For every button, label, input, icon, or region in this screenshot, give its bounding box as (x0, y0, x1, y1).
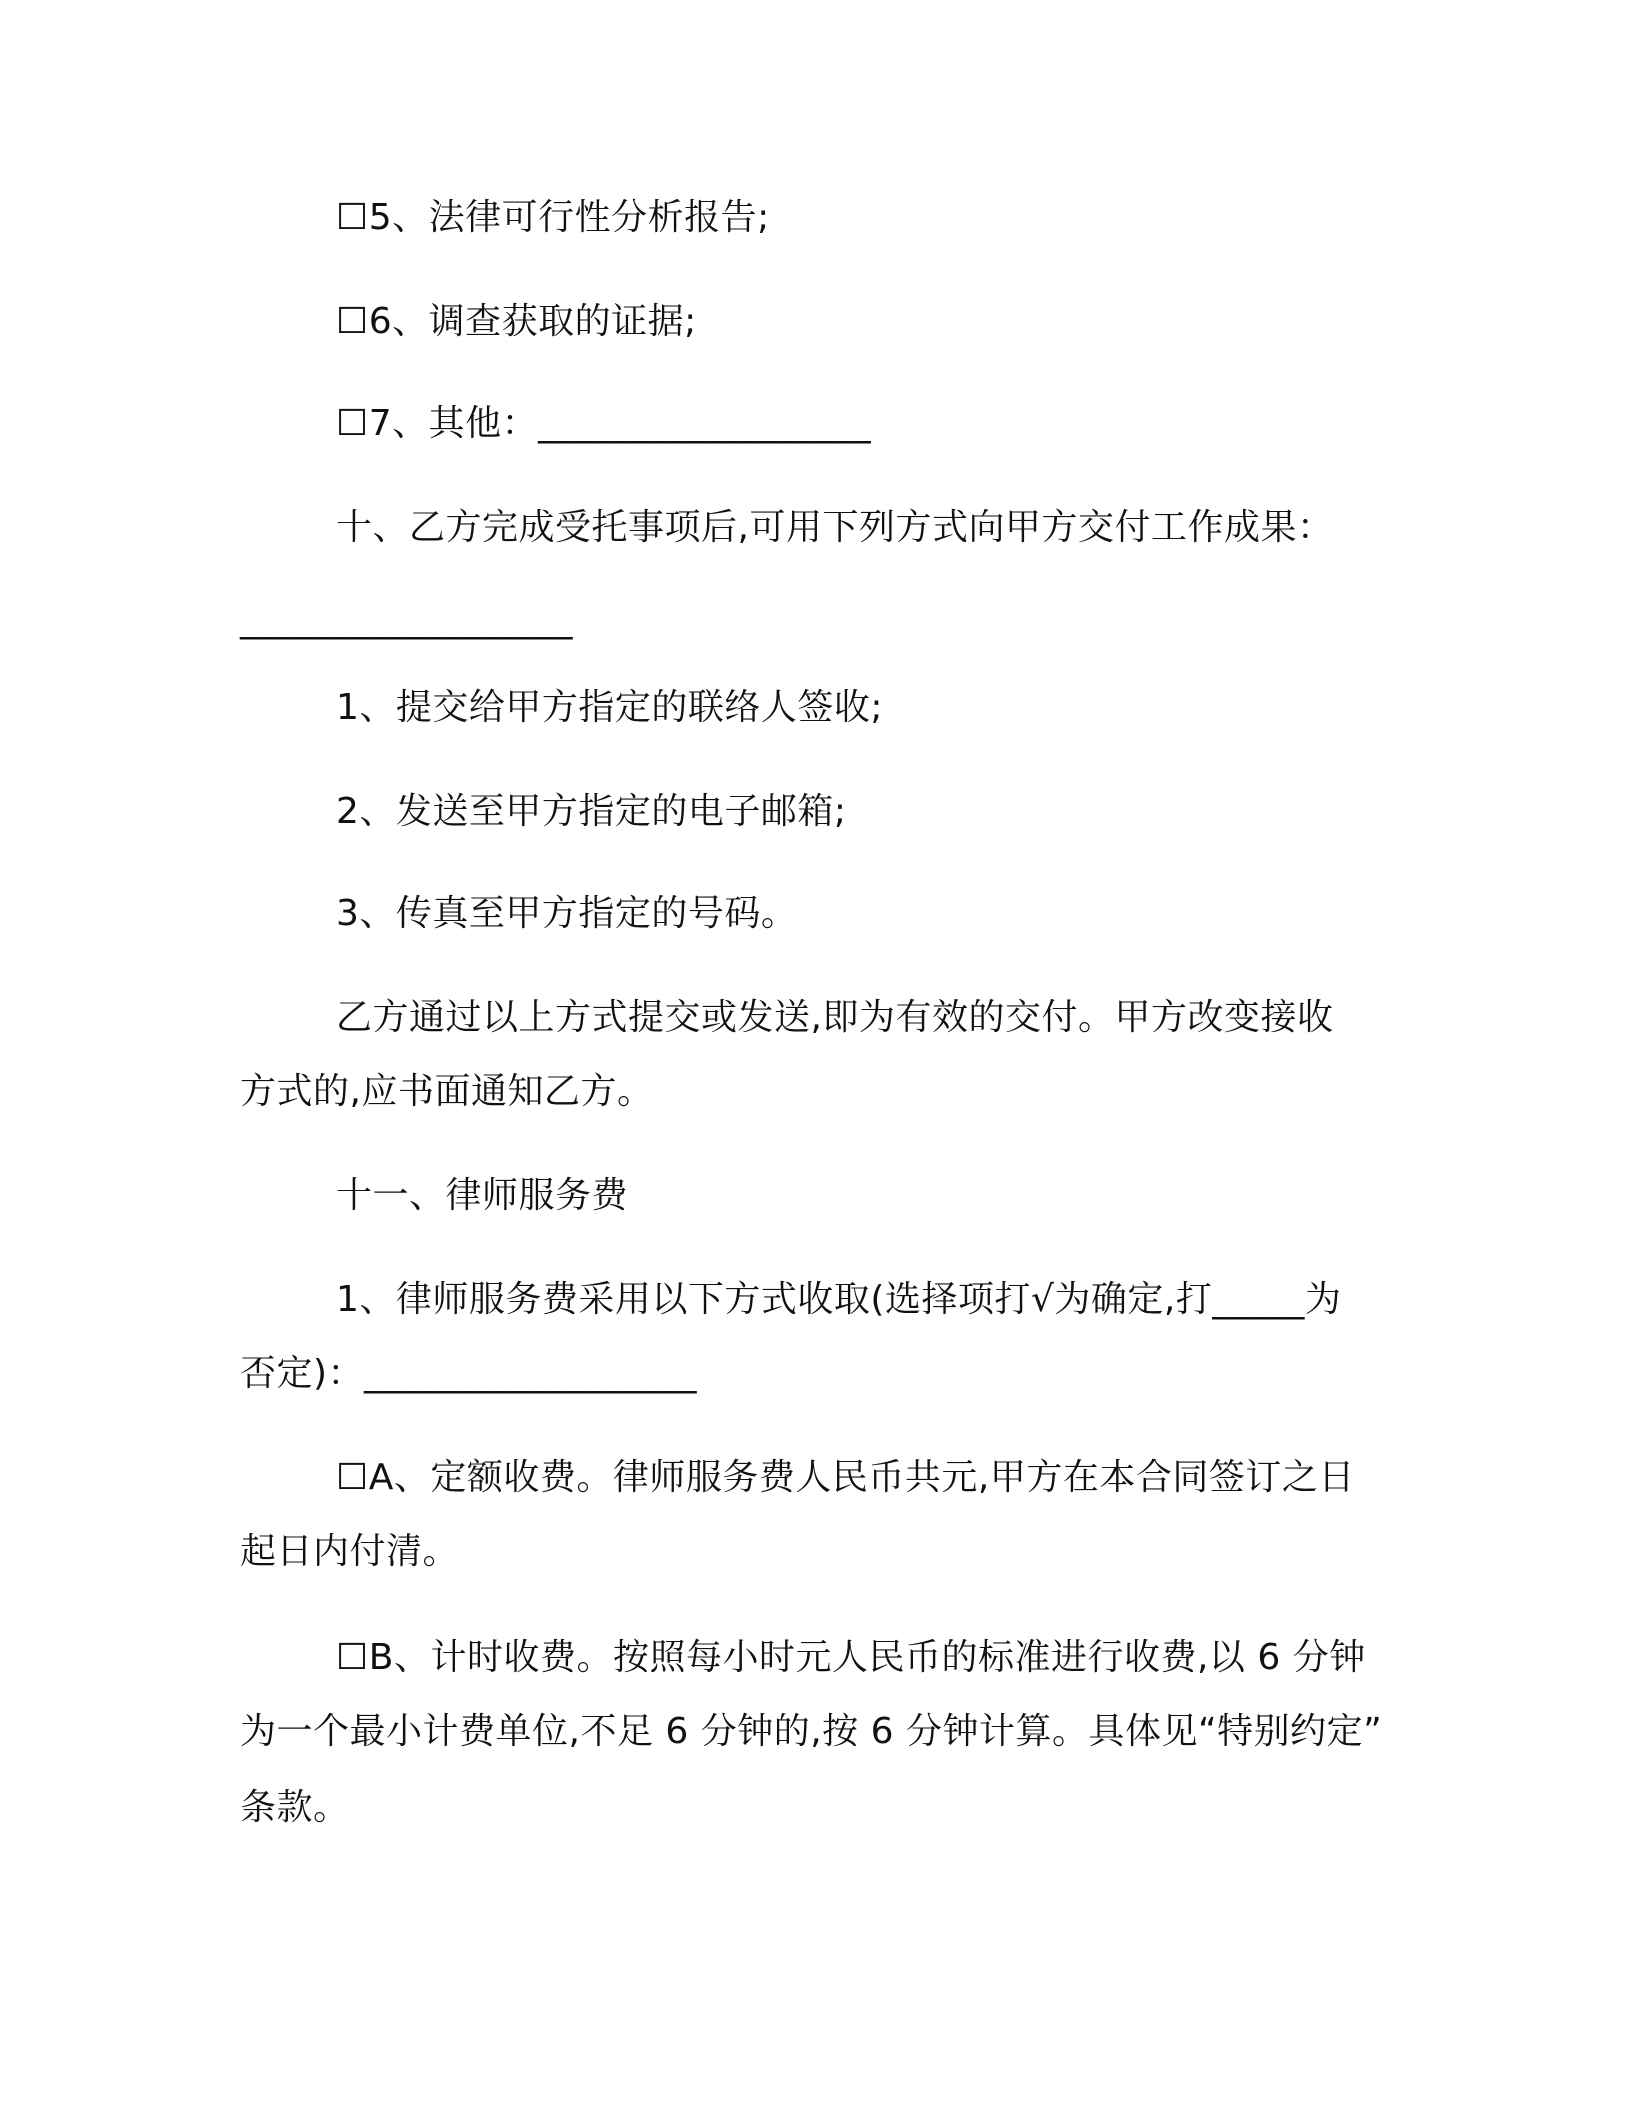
delivery-paragraph-line-2: 方式的,应书面通知乙方。 (240, 1071, 654, 1112)
fee-method-line-1: 1、律师服务费采用以下方式收取(选择项打√为确定,打_____为 (336, 1279, 1342, 1320)
section-10-heading: 十、乙方完成受托事项后,可用下列方式向甲方交付工作成果： (336, 507, 1334, 548)
delivery-method-3: 3、传真至甲方指定的号码。 (336, 893, 798, 934)
fee-option-a-line-1: ☐A、定额收费。律师服务费人民币共元,甲方在本合同签订之日 (336, 1457, 1355, 1498)
delivery-method-2: 2、发送至甲方指定的电子邮箱; (336, 791, 847, 832)
fee-method-line-2: 否定)：__________________ (240, 1353, 698, 1394)
fee-option-a-line-2: 起日内付清。 (240, 1531, 460, 1572)
fee-option-b-line-1: ☐B、计时收费。按照每小时元人民币的标准进行收费,以 6 分钟 (336, 1637, 1366, 1678)
item-5-legal-feasibility-report: ☐5、法律可行性分析报告; (336, 197, 770, 238)
item-7-other: ☐7、其他：__________________ (336, 403, 872, 444)
fee-option-b-line-3: 条款。 (240, 1787, 350, 1828)
fee-option-b-line-2: 为一个最小计费单位,不足 6 分钟的,按 6 分钟计算。具体见“特别约定” (240, 1711, 1383, 1752)
item-6-investigation-evidence: ☐6、调查获取的证据; (336, 301, 697, 342)
delivery-method-1: 1、提交给甲方指定的联络人签收; (336, 687, 884, 728)
delivery-paragraph-line-1: 乙方通过以上方式提交或发送,即为有效的交付。甲方改变接收 (336, 997, 1334, 1038)
section-10-blank-line: __________________ (240, 599, 573, 640)
section-11-heading: 十一、律师服务费 (336, 1175, 629, 1216)
